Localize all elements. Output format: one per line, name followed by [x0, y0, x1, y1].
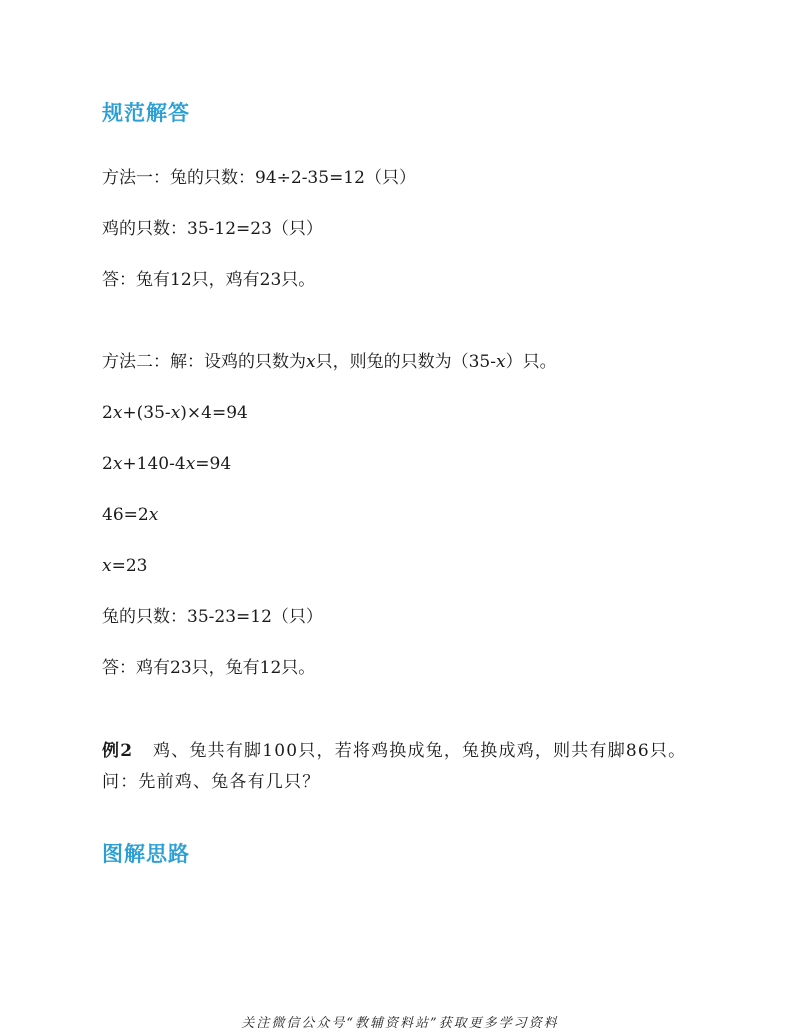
eq-part: +140-4 [122, 454, 186, 474]
equation-1 [102, 401, 248, 425]
method1-line2: 鸡的只数：35-12=23（只） [102, 219, 323, 239]
eq-part: =94 [195, 454, 232, 474]
equation-4 [102, 554, 147, 578]
equation-2 [102, 452, 231, 476]
variable-x: x [102, 556, 112, 576]
example-text: 鸡、兔共有脚100只，若将鸡换成兔，兔换成鸡，则共有脚86只。问：先前鸡、兔各有几只？ [102, 741, 687, 792]
eq-part: =23 [111, 556, 148, 576]
eq-part: +(35- [122, 403, 171, 423]
method2-setup [102, 350, 557, 374]
method2-setup-part-c: ）只。 [505, 352, 557, 372]
variable-x: x [185, 454, 196, 474]
eq-part: 2 [102, 403, 113, 423]
example-2-problem [102, 736, 702, 798]
variable-x: x [112, 454, 123, 474]
method2-rabbit-count: 兔的只数：35-23=12（只） [102, 607, 323, 627]
method1-line1: 方法一：兔的只数：94÷2-35=12（只） [102, 168, 416, 188]
section-title-standard-answer: 规范解答 [102, 101, 190, 125]
equation-3 [102, 503, 158, 527]
variable-x: x [495, 352, 506, 372]
variable-x: x [306, 352, 316, 372]
method2-setup-part-b: 只，则兔的只数为（35- [315, 352, 496, 372]
method1-answer: 答：兔有12只，鸡有23只。 [102, 270, 316, 290]
example-label: 例2 [102, 741, 134, 761]
eq-part: 2 [102, 454, 113, 474]
method2-setup-part-a: 方法二：解：设鸡的只数为 [102, 352, 306, 372]
variable-x: x [148, 505, 159, 525]
footer-watermark: 关注微信公众号“教辅资料站”获取更多学习资料 [241, 1016, 559, 1031]
section-title-diagram: 图解思路 [102, 842, 190, 866]
eq-part: 46=2 [102, 505, 149, 525]
method2-answer: 答：鸡有23只，兔有12只。 [102, 658, 316, 678]
eq-part: )×4=94 [180, 403, 248, 423]
variable-x: x [112, 403, 123, 423]
variable-x: x [170, 403, 181, 423]
